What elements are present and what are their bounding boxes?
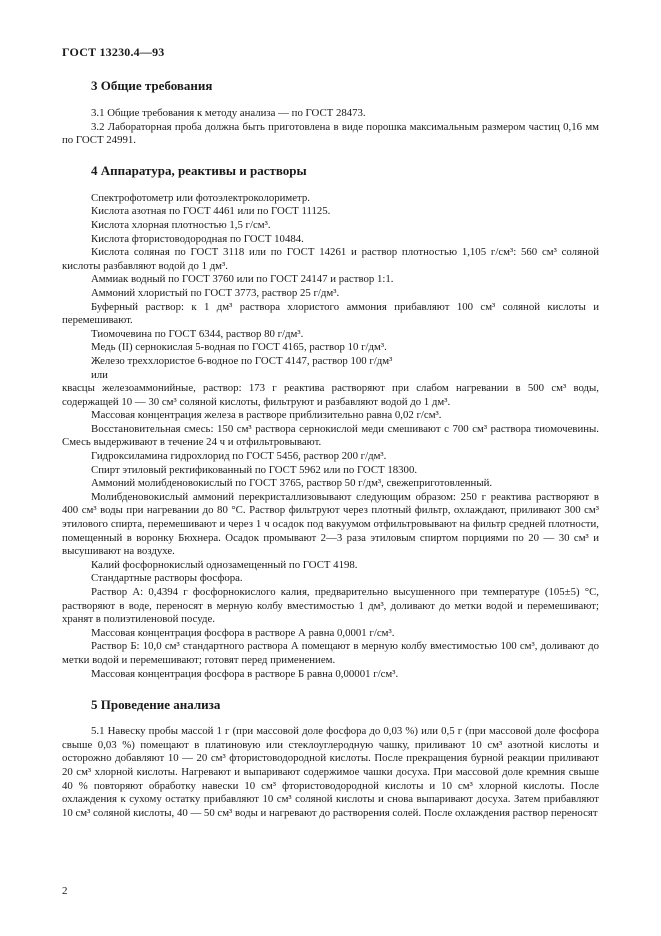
paragraph: 5.1 Навеску пробы массой 1 г (при массовой доле фосфора до 0,03 %) или 0,5 г (при массовой доле фосфора свыше 0,03 %) помещают в платиновую или стеклоуглеродную чашку, приливают 10 см³ азотной кислоты и осторожно добавляют 10 — 20 см³ фтористоводородной кислоты. После прекращения бурной реакции приливают 20 см³ хлорной кислоты. Нагревают и выпаривают содержимое чашки досуха. При массовой доле кремния свыше 40 % повторяют обработку навески 10 см³ фтористоводородной кислоты и 10 см³ хлорной кислоты. После охлаждения к сухому остатку прибавляют 10 см³ соляной кислоты и снова выпаривают досуха. Затем прибавляют 10 см³ соляной кислоты, 40 — 50 см³ воды и нагревают до растворения солей. После охлаждения раствор переносят bbox=[62, 725, 599, 819]
paragraph: Кислота фтористоводородная по ГОСТ 10484. bbox=[91, 232, 304, 245]
paragraph: Буферный раствор: к 1 дм³ раствора хлористого аммония прибавляют 100 см³ соляной кислоты и перемешивают. bbox=[62, 300, 599, 327]
paragraph: 3.1 Общие требования к методу анализа — по ГОСТ 28473. bbox=[91, 107, 366, 119]
paragraph: Калий фосфорнокислый однозамещенный по ГОСТ 4198. bbox=[91, 558, 358, 571]
paragraph: Аммоний хлористый по ГОСТ 3773, раствор 25 г/дм³. bbox=[91, 286, 340, 299]
section-5-title: 5 Проведение анализа bbox=[91, 697, 221, 713]
paragraph: Гидроксиламина гидрохлорид по ГОСТ 5456, раствор 200 г/дм³. bbox=[91, 450, 387, 463]
paragraph: Аммиак водный по ГОСТ 3760 или по ГОСТ 24147 и раствор 1:1. bbox=[91, 273, 394, 286]
paragraph: Тиомочевина по ГОСТ 6344, раствор 80 г/дм³. bbox=[91, 327, 304, 340]
paragraph: Стандартные растворы фосфора. bbox=[91, 572, 243, 585]
paragraph: 3.2 Лабораторная проба должна быть приготовлена в виде порошка максимальным размером частиц 0,16 мм по ГОСТ 24991. bbox=[62, 120, 599, 147]
paragraph: Раствор А: 0,4394 г фосфорнокислого калия, предварительно высушенного при температуре (105±5) °С, растворяют в воде, переносят в мерную колбу вместимостью 1 дм³, доливают до метки водой и перемешивают; хранят в полиэтиленовой посуде. bbox=[62, 586, 599, 626]
paragraph: квасцы железоаммонийные, раствор: 173 г реактива растворяют при слабом нагревании в 500 см³ воды, содержащей 10 — 30 см³ соляной кислоты, фильтруют и разбавляют водой до 1 дм³. bbox=[62, 382, 599, 408]
document-header: ГОСТ 13230.4—93 bbox=[62, 45, 165, 59]
document-body bbox=[62, 77, 599, 820]
paragraph: Молибденовокислый аммоний перекристаллизовывают следующим образом: 250 г реактива растворяют в 400 см³ воды при нагревании до 80 °С. Раствор фильтруют через плотный фильтр, охлаждают, приливают 300 см³ этилового спирта, перемешивают и через 1 ч осадок под вакуумом отфильтровывают на фильтр средней плотности, помещенный в воронку Бюхнера. Осадок промывают 2—3 раза этиловым спиртом порциями по 20 — 30 см³ и высушивают на воздухе. bbox=[62, 490, 599, 558]
paragraph: Кислота азотная по ГОСТ 4461 или по ГОСТ 11125. bbox=[91, 205, 331, 218]
paragraph: Массовая концентрация железа в растворе приблизительно равна 0,02 г/см³. bbox=[91, 409, 442, 422]
paragraph: Медь (II) сернокислая 5-водная по ГОСТ 4165, раствор 10 г/дм³. bbox=[91, 341, 387, 354]
paragraph: Кислота хлорная плотностью 1,5 г/см³. bbox=[91, 218, 271, 231]
paragraph: Железо треххлористое 6-водное по ГОСТ 4147, раствор 100 г/дм³ bbox=[91, 354, 393, 367]
paragraph: Раствор Б: 10,0 см³ стандартного раствора А помещают в мерную колбу вместимостью 100 см³, доливают до метки водой и перемешивают; готовят перед применением. bbox=[62, 640, 599, 666]
paragraph: Массовая концентрация фосфора в растворе Б равна 0,00001 г/см³. bbox=[91, 667, 399, 680]
paragraph: Кислота соляная по ГОСТ 3118 или по ГОСТ 14261 и раствор плотностью 1,105 г/см³: 560 см³ соляной кислоты разбавляют водой до 1 дм³. bbox=[62, 246, 599, 272]
paragraph: Массовая концентрация фосфора в растворе А равна 0,0001 г/см³. bbox=[91, 626, 395, 639]
paragraph: или bbox=[91, 368, 108, 381]
paragraph: Спектрофотометр или фотоэлектроколориметр. bbox=[91, 191, 310, 204]
section-4-title: 4 Аппаратура, реактивы и растворы bbox=[91, 162, 307, 178]
page-number: 2 bbox=[62, 885, 68, 897]
section-3-title: 3 Общие требования bbox=[91, 78, 213, 93]
paragraph: Аммоний молибденовокислый по ГОСТ 3765, раствор 50 г/дм³, свежеприготовленный. bbox=[91, 477, 493, 490]
paragraph: Восстановительная смесь: 150 см³ раствора сернокислой меди смешивают с 700 см³ раствора тиомочевины. Смесь выдерживают в течение 24 ч и отфильтровывают. bbox=[62, 422, 599, 449]
paragraph: Спирт этиловый ректификованный по ГОСТ 5962 или по ГОСТ 18300. bbox=[91, 463, 418, 476]
